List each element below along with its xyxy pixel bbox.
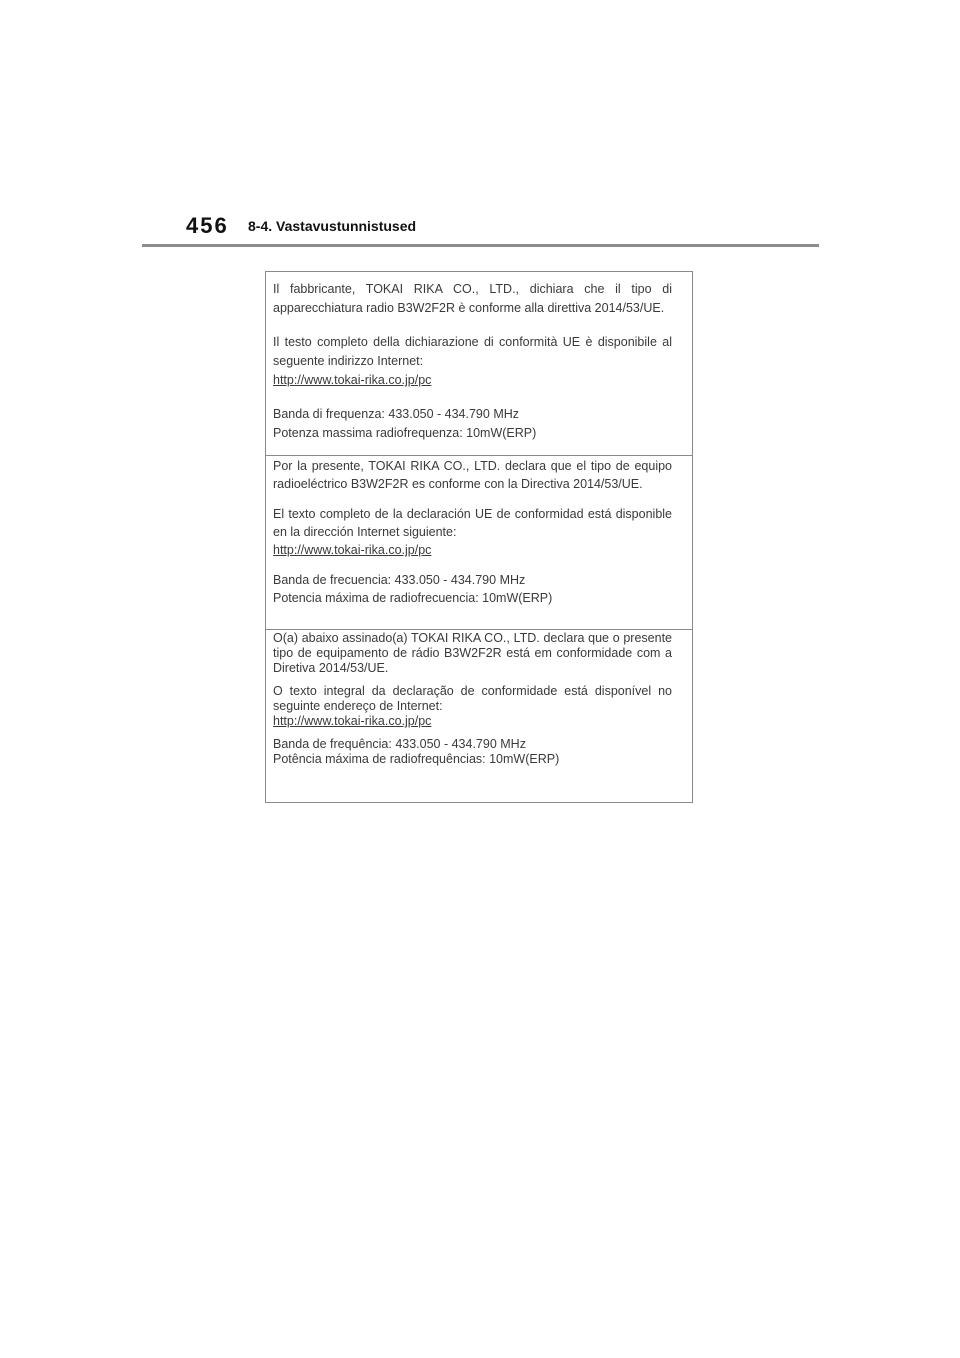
portuguese-url-link[interactable]: http://www.tokai-rika.co.jp/pc — [273, 714, 432, 728]
declaration-box — [265, 271, 693, 803]
portuguese-section — [266, 629, 692, 802]
portuguese-power: Potência máxima de radiofrequências: 10mW(ERP) — [273, 752, 560, 766]
spanish-url-link[interactable]: http://www.tokai-rika.co.jp/pc — [273, 543, 432, 557]
page-number: 456 — [186, 213, 229, 238]
spanish-section — [266, 455, 692, 629]
section-title: 8-4. Vastavustunnistused — [248, 218, 417, 234]
spanish-availability: El texto completo de la declaración UE de conformidad está disponible en la dirección Internet siguiente: — [273, 507, 672, 539]
portuguese-frequency: Banda de frequência: 433.050 - 434.790 MHz — [273, 737, 526, 751]
italian-availability: Il testo completo della dichiarazione di conformità UE è disponibile al seguente indirizzo Internet: — [273, 335, 672, 368]
portuguese-declaration: O(a) abaixo assinado(a) TOKAI RIKA CO., LTD. declara que o presente tipo de equipamento de rádio B3W2F2R está em conformidade com a Diretiva 2014/53/UE. — [273, 631, 672, 675]
portuguese-availability: O texto integral da declaração de conformidade está disponível no seguinte endereço de Internet: — [273, 684, 672, 713]
italian-url-link[interactable]: http://www.tokai-rika.co.jp/pc — [273, 373, 432, 387]
italian-power: Potenza massima radiofrequenza: 10mW(ERP) — [273, 426, 537, 440]
italian-declaration: Il fabbricante, TOKAI RIKA CO., LTD., dichiara che il tipo di apparecchiatura radio B3W2F2R è conforme alla direttiva 2014/53/UE. — [273, 282, 672, 315]
spanish-frequency: Banda de frecuencia: 433.050 - 434.790 MHz — [273, 573, 526, 587]
spanish-declaration: Por la presente, TOKAI RIKA CO., LTD. declara que el tipo de equipo radioeléctrico B3W2F2R es conforme con la Directiva 2014/53/UE. — [273, 459, 672, 491]
italian-frequency: Banda di frequenza: 433.050 - 434.790 MHz — [273, 407, 520, 421]
header-rule — [142, 244, 819, 247]
spanish-power: Potencia máxima de radiofrecuencia: 10mW(ERP) — [273, 591, 553, 605]
italian-section — [266, 280, 692, 455]
